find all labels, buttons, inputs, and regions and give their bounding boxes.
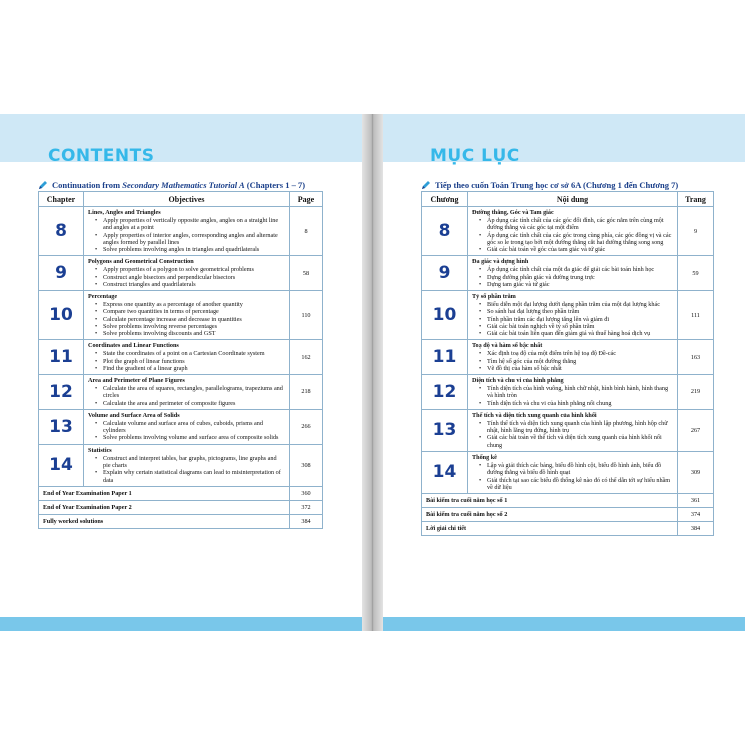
objective-item: • Construct and interpret tables, bar graphs, pictograms, line graphs and pie charts: [94, 455, 285, 469]
chapter-title: Percentage: [88, 293, 118, 301]
chapter-objectives: [468, 451, 678, 493]
objective-item: • Giải các bài toán về góc của tam giác và tứ giác: [478, 246, 673, 253]
chapter-number: 11: [422, 340, 468, 375]
page-number: 384: [678, 521, 714, 535]
footer-label: Fully worked solutions: [39, 514, 290, 528]
page-number: 110: [290, 291, 323, 340]
page-number: 308: [290, 444, 323, 486]
chapter-row: [422, 375, 714, 410]
page-number: 163: [678, 340, 714, 375]
chapter-objectives: [84, 291, 290, 340]
page-number: 219: [678, 375, 714, 410]
objective-item: • Apply properties of vertically opposite angles, angles on a straight line and angles at a point: [94, 217, 285, 231]
chapter-objectives: [84, 207, 290, 256]
page-number: 374: [678, 507, 714, 521]
objective-item: • Biểu diễn một đại lượng dưới dạng phần trăm của một đại lượng khác: [478, 301, 673, 308]
footer-row: [39, 514, 323, 528]
bottom-band: [383, 617, 745, 631]
chapter-objectives: [468, 409, 678, 451]
objective-item: • Giải các bài toán nghịch về tỷ số phần trăm: [478, 323, 673, 330]
footer-row: [422, 521, 714, 535]
header-objectives: Objectives: [84, 192, 290, 207]
chapter-number: 9: [422, 256, 468, 291]
chapter-title: Thống kê: [472, 453, 497, 461]
objective-list: [94, 217, 285, 253]
header-page: Trang: [678, 192, 714, 207]
objective-item: • Solve problems involving discounts and GST: [94, 330, 285, 337]
footer-label: End of Year Examination Paper 2: [39, 500, 290, 514]
page-number: 267: [678, 409, 714, 451]
chapter-row: [422, 451, 714, 493]
chapter-number: 13: [422, 409, 468, 451]
book-spine: [362, 114, 383, 631]
page-number: 111: [678, 291, 714, 340]
chapter-title: Area and Perimeter of Plane Figures: [88, 377, 185, 385]
chapter-row: [39, 444, 323, 486]
chapter-objectives: [84, 340, 290, 375]
chapter-number: 12: [39, 375, 84, 410]
objective-item: • Giải thích tại sao các biểu đồ thống kê nào đó có thể dẫn tới sự hiểu nhầm về dữ liệu: [478, 477, 673, 491]
chapter-number: 14: [39, 444, 84, 486]
page-title: MỤC LỤC: [430, 146, 520, 166]
chapter-title: Toạ độ và hàm số bậc nhất: [472, 342, 543, 350]
chapter-title: Tỷ số phần trăm: [472, 293, 516, 301]
chapter-number: 9: [39, 256, 84, 291]
objective-item: • Apply properties of a polygon to solve geometrical problems: [94, 266, 285, 273]
chapter-objectives: [84, 375, 290, 410]
subtitle: Continuation from Secondary Mathematics Tutorial A (Chapters 1 – 7): [38, 180, 305, 190]
objective-item: • Dựng đường phân giác và đường trung trực: [478, 274, 673, 281]
footer-label: Bài kiểm tra cuối năm học số 1: [422, 493, 678, 507]
chapter-number: 14: [422, 451, 468, 493]
objective-item: • Construct triangles and quadrilaterals: [94, 281, 285, 288]
chapter-row: [422, 340, 714, 375]
chapter-number: 8: [39, 207, 84, 256]
objective-item: • So sánh hai đại lượng theo phần trăm: [478, 308, 673, 315]
page-number: 361: [678, 493, 714, 507]
chapter-objectives: [84, 444, 290, 486]
chapter-title: Volume and Surface Area of Solids: [88, 411, 180, 419]
objective-item: • Giải các bài toán liên quan đến giảm giá và thuế hàng hoá dịch vụ: [478, 330, 673, 337]
objective-item: • Find the gradient of a linear graph: [94, 365, 285, 372]
chapter-row: [422, 291, 714, 340]
objective-list: [94, 266, 285, 288]
objective-item: • Xác định toạ độ của một điểm trên hệ toạ độ Đề-các: [478, 350, 673, 357]
chapter-number: 8: [422, 207, 468, 256]
chapter-objectives: [468, 207, 678, 256]
objective-item: • Solve problems involving angles in triangles and quadrilaterals: [94, 246, 285, 253]
objective-item: • Calculate percentage increase and decrease in quantities: [94, 316, 285, 323]
objective-item: • Solve problems involving volume and surface area of composite solids: [94, 434, 285, 441]
footer-label: Bài kiểm tra cuối năm học số 2: [422, 507, 678, 521]
page-number: 309: [678, 451, 714, 493]
objective-item: • Lập và giải thích các bảng, biểu đồ hình cột, biểu đồ hình ảnh, biểu đồ đường thẳng và biểu đồ hình quạt: [478, 462, 673, 476]
objective-item: • Calculate the area and perimeter of composite figures: [94, 400, 285, 407]
objective-item: • Tính diện tích và chu vi của hình phẳng nối chung: [478, 400, 673, 407]
footer-row: [39, 500, 323, 514]
page-number: 266: [290, 409, 323, 444]
chapter-row: [39, 291, 323, 340]
chapter-row: [39, 340, 323, 375]
objective-item: • Giải các bài toán về thể tích và diện tích xung quanh của hình khối nối chung: [478, 434, 673, 448]
objective-item: • Áp dụng các tính chất của các góc đối đỉnh, các góc nằm trên cùng một đường thẳng và các góc tại một điểm: [478, 217, 673, 231]
objective-item: • Construct angle bisectors and perpendicular bisectors: [94, 274, 285, 281]
chapter-row: [39, 375, 323, 410]
objective-item: • Vẽ đồ thị của hàm số bậc nhất: [478, 365, 673, 372]
chapter-number: 13: [39, 409, 84, 444]
objective-list: [478, 462, 673, 491]
footer-row: [422, 507, 714, 521]
objective-list: [94, 350, 285, 372]
page-number: 384: [290, 514, 323, 528]
header-objectives: Nội dung: [468, 192, 678, 207]
objective-item: • Apply properties of interior angles, corresponding angles and alternate angles formed by parallel lines: [94, 232, 285, 246]
footer-label: End of Year Examination Paper 1: [39, 486, 290, 500]
chapter-row: [422, 256, 714, 291]
chapter-title: Diện tích và chu vi của hình phẳng: [472, 377, 564, 385]
objective-list: [94, 455, 285, 484]
chapter-row: [39, 409, 323, 444]
chapter-title: Polygons and Geometrical Construction: [88, 258, 194, 266]
chapter-title: Thể tích và diện tích xung quanh của hình khối: [472, 411, 597, 419]
objective-item: • Áp dụng các tính chất của một đa giác để giải các bài toán hình học: [478, 266, 673, 273]
pencil-icon: [421, 180, 431, 190]
chapter-objectives: [84, 256, 290, 291]
chapter-row: [39, 256, 323, 291]
objective-item: • Tính phần trăm các đại lượng tăng lên và giảm đi: [478, 316, 673, 323]
page-number: 360: [290, 486, 323, 500]
objective-item: • Áp dụng các tính chất của các góc trong cùng phía, các góc đồng vị và các góc so le trong tạo bởi một đường thẳng cắt hai đường thẳng song song: [478, 232, 673, 246]
objective-item: • Calculate the area of squares, rectangles, parallelograms, trapeziums and circles: [94, 385, 285, 399]
contents-table: [421, 191, 714, 536]
chapter-number: 11: [39, 340, 84, 375]
contents-table: [38, 191, 323, 529]
objective-list: [478, 420, 673, 449]
footer-row: [422, 493, 714, 507]
chapter-title: Đường thẳng, Góc và Tam giác: [472, 209, 554, 216]
page-number: 372: [290, 500, 323, 514]
left-page: [0, 114, 362, 631]
objective-item: • Compare two quantities in terms of percentage: [94, 308, 285, 315]
chapter-number: 10: [422, 291, 468, 340]
objective-list: [94, 301, 285, 337]
objective-item: • Solve problems involving reverse percentages: [94, 323, 285, 330]
chapter-objectives: [468, 256, 678, 291]
page-number: 218: [290, 375, 323, 410]
header-chapter: Chapter: [39, 192, 84, 207]
bottom-band: [0, 617, 362, 631]
chapter-objectives: [468, 375, 678, 410]
chapter-title: Lines, Angles and Triangles: [88, 209, 161, 216]
chapter-number: 10: [39, 291, 84, 340]
objective-list: [478, 385, 673, 407]
objective-item: • Tính diện tích của hình vuông, hình chữ nhật, hình bình hành, hình thang và hình tròn: [478, 385, 673, 399]
chapter-title: Đa giác và dựng hình: [472, 258, 529, 266]
chapter-title: Coordinates and Linear Functions: [88, 342, 179, 350]
footer-row: [39, 486, 323, 500]
chapter-objectives: [84, 409, 290, 444]
objective-list: [478, 301, 673, 337]
objective-item: • Dựng tam giác và tứ giác: [478, 281, 673, 288]
objective-item: • Express one quantity as a percentage of another quantity: [94, 301, 285, 308]
chapter-row: [422, 409, 714, 451]
chapter-row: [39, 207, 323, 256]
chapter-row: [422, 207, 714, 256]
chapter-objectives: [468, 340, 678, 375]
objective-list: [478, 350, 673, 372]
page-number: 59: [678, 256, 714, 291]
page-number: 8: [290, 207, 323, 256]
header-chapter: Chương: [422, 192, 468, 207]
objective-item: • Tính thể tích và diện tích xung quanh của hình lập phương, hình hộp chữ nhật, hình lăng trụ đứng, hình trụ: [478, 420, 673, 434]
objective-list: [94, 420, 285, 442]
objective-item: • State the coordinates of a point on a Cartesian Coordinate system: [94, 350, 285, 357]
chapter-title: Statistics: [88, 446, 112, 454]
objective-list: [478, 266, 673, 288]
right-page: [383, 114, 745, 631]
objective-item: • Explain why certain statistical diagrams can lead to misinterpretation of data: [94, 469, 285, 483]
pencil-icon: [38, 180, 48, 190]
objective-item: • Calculate volume and surface area of cubes, cuboids, prisms and cylinders: [94, 420, 285, 434]
chapter-number: 12: [422, 375, 468, 410]
subtitle: Tiếp theo cuốn Toán Trung học cơ sở 6A (Chương 1 đến Chương 7): [421, 180, 678, 190]
page-title: CONTENTS: [48, 146, 155, 166]
chapter-objectives: [468, 291, 678, 340]
objective-item: • Tìm hệ số góc của một đường thẳng: [478, 358, 673, 365]
objective-item: • Plot the graph of linear functions: [94, 358, 285, 365]
objective-list: [478, 217, 673, 253]
page-number: 9: [678, 207, 714, 256]
page-number: 58: [290, 256, 323, 291]
header-page: Page: [290, 192, 323, 207]
objective-list: [94, 385, 285, 407]
page-number: 162: [290, 340, 323, 375]
footer-label: Lời giải chi tiết: [422, 521, 678, 535]
